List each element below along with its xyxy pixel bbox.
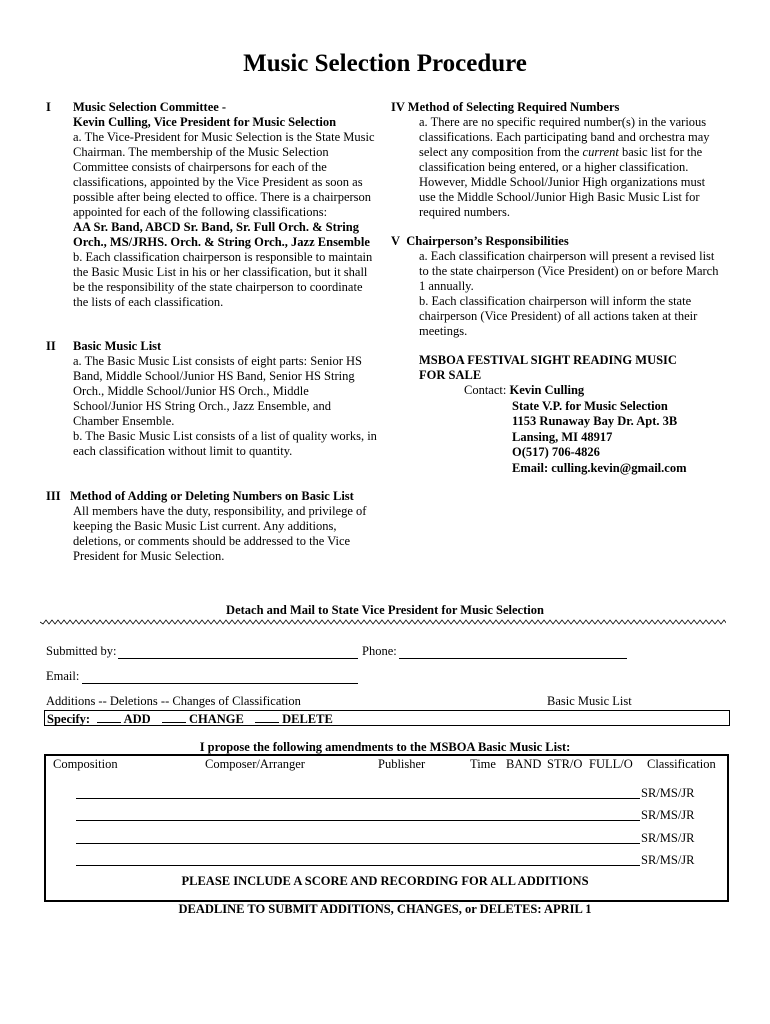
section-number-1: I — [46, 100, 51, 114]
delete-label: DELETE — [282, 712, 333, 726]
section-1-para-a: a. The Vice-President for Music Selection is the State Music Chairman. The membership of the Music Selection Committee consists of chairpersons for each of the classifications, appointed by the Vice President as soon as possible after being elected to office. There is a chairperson appointed for each of the following classifications: — [73, 130, 375, 219]
change-label: CHANGE — [188, 712, 244, 726]
table-row[interactable] — [76, 820, 640, 821]
section-2-para-b: b. The Basic Music List consists of a list of quality works, in each classification without limit to quantity. — [73, 429, 377, 458]
col-publisher: Publisher — [378, 757, 426, 771]
basic-list-label: Basic Music List — [547, 694, 632, 708]
propose-heading: I propose the following amendments to the MSBOA Basic Music List: — [199, 740, 571, 754]
detach-heading: Detach and Mail to State Vice President for Music Selection — [226, 603, 544, 617]
section-5 — [391, 234, 721, 339]
phone-field[interactable] — [399, 645, 627, 659]
col-composer: Composer/Arranger — [205, 757, 305, 771]
additions-label: Additions -- Deletions -- Changes of Classification — [46, 694, 301, 708]
col-composition: Composition — [53, 757, 118, 771]
row-classification: SR/MS/JR — [641, 786, 695, 800]
section-5-para-a: a. Each classification chairperson will present a revised list to the state chairperson (Vice President) on or before March 1 annually. — [419, 249, 719, 293]
section-4 — [391, 100, 721, 220]
submitted-by-field[interactable] — [118, 645, 358, 659]
sale-heading: MSBOA FESTIVAL SIGHT READING MUSIC FOR SALE — [419, 353, 677, 382]
email-label: Email: — [46, 669, 80, 683]
specify-row — [44, 710, 730, 726]
delete-checkbox[interactable] — [255, 711, 279, 723]
add-checkbox[interactable] — [97, 711, 121, 723]
section-3-heading: Method of Adding or Deleting Numbers on Basic List — [70, 489, 354, 503]
section-3 — [70, 489, 370, 564]
table-row[interactable] — [76, 798, 640, 799]
section-1-classifications: AA Sr. Band, ABCD Sr. Band, Sr. Full Orch. & String Orch., MS/JRHS. Orch. & String Orch., Jazz Ensemble — [73, 220, 370, 249]
phone-label: Phone: — [362, 644, 397, 658]
table-row[interactable] — [76, 865, 640, 866]
col-str: STR/O — [547, 757, 583, 771]
contact-details: State V.P. for Music Selection 1153 Runaway Bay Dr. Apt. 3B Lansing, MI 48917 O(517) 706-4826 Email: culling.kevin@gmail.com — [512, 399, 732, 476]
deadline-note: DEADLINE TO SUBMIT ADDITIONS, CHANGES, or DELETES: APRIL 1 — [178, 902, 592, 916]
email-field[interactable] — [82, 670, 358, 684]
contact-email: Email: culling.kevin@gmail.com — [512, 460, 687, 475]
col-time: Time — [470, 757, 496, 771]
table-row[interactable] — [76, 843, 640, 844]
section-2-heading: Basic Music List — [73, 339, 162, 353]
section-3-para: All members have the duty, responsibility, and privilege of keeping the Basic Music List current. Any additions, deletions, or comments should be addressed to the Vice President for Music Selection. — [73, 504, 367, 563]
section-1-para-b: b. Each classification chairperson is responsible to maintain the Basic Music List in his or her classification, but it shall be the responsibility of the state chairperson to coordinate the lists of each classification. — [73, 250, 373, 309]
contact-label: Contact: — [464, 383, 507, 397]
col-full: FULL/O — [589, 757, 633, 771]
include-score-note: PLEASE INCLUDE A SCORE AND RECORDING FOR ALL ADDITIONS — [181, 874, 589, 888]
contact-name: Kevin Culling — [509, 383, 585, 397]
submitted-by-label: Submitted by: — [46, 644, 117, 658]
change-checkbox[interactable] — [162, 711, 186, 723]
col-band: BAND — [506, 757, 542, 771]
add-label: ADD — [123, 712, 151, 726]
section-1 — [73, 100, 379, 310]
section-number-3: III — [46, 489, 61, 503]
contact-line — [464, 383, 584, 398]
section-5-heading: Chairperson’s Responsibilities — [406, 234, 569, 248]
row-classification: SR/MS/JR — [641, 853, 695, 867]
section-2-para-a: a. The Basic Music List consists of eight parts: Senior HS Band, Middle School/Junior HS Band, Senior HS String Orch., Middle School/Junior HS Orch., Middle School/Junior HS String Orch., Jazz Ensemble, and Chamber Ensemble. — [73, 354, 362, 428]
section-number-2: II — [46, 339, 56, 353]
section-number-5: V — [391, 234, 401, 248]
col-classification: Classification — [647, 757, 716, 771]
section-2 — [73, 339, 379, 459]
page-title: Music Selection Procedure — [243, 50, 527, 77]
section-4-heading: Method of Selecting Required Numbers — [407, 100, 620, 114]
section-number-4: IV — [391, 100, 405, 114]
row-classification: SR/MS/JR — [641, 808, 695, 822]
section-1-heading: Music Selection Committee - — [73, 100, 227, 114]
row-classification: SR/MS/JR — [641, 831, 695, 845]
section-1-subheading: Kevin Culling, Vice President for Music Selection — [73, 115, 337, 129]
specify-label: Specify: — [47, 712, 91, 726]
section-4-para: a. There are no specific required number(s) in the various classifications. Each participating band and orchestra may select any composition from the current basic list for the classification being entered, or a higher classification. However, Middle School/Junior High organizations must use the Middle School/Junior High Basic Music List for required numbers. — [419, 115, 710, 219]
cut-line — [40, 619, 726, 625]
section-5-para-b: b. Each classification chairperson will inform the state chairperson (Vice President) of all actions taken at their meetings. — [419, 294, 698, 338]
